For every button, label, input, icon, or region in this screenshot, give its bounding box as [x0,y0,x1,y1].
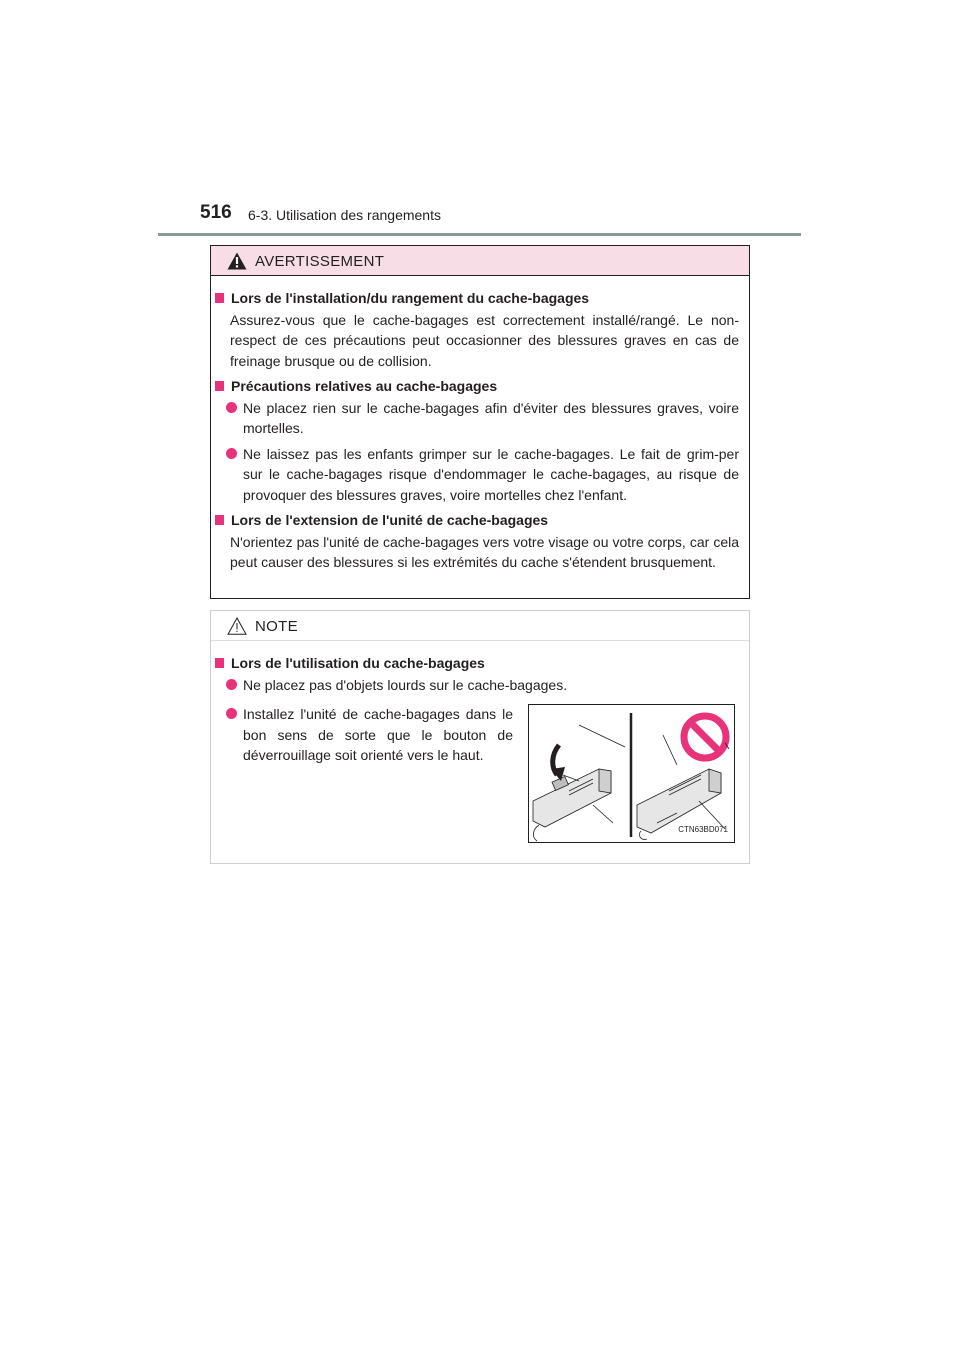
note-box [210,610,750,864]
pink-bullet-icon [226,679,237,690]
note-bullet-with-illustration [211,704,749,834]
pink-square-icon [215,293,224,303]
warning-bullet: Ne placez rien sur le cache-bagages afin d'éviter des blessures graves, voire mortelles. [211,398,749,439]
note-bullet: Installez l'unité de cache-bagages dans le bon sens de sorte que le bouton de déverrouillage soit orienté vers le haut. [211,704,523,766]
note-heading: Lors de l'utilisation du cache-bagages [213,653,749,674]
caution-triangle-icon [227,617,247,635]
warning-text-extension: N'orientez pas l'unité de cache-bagages vers votre visage ou votre corps, car cela peut causer des blessures si les extrémités du cache s'étendent brusquement. [230,533,739,570]
warning-triangle-icon [227,252,247,270]
page-header [200,202,800,234]
section-title: 6-3. Utilisation des rangements [248,207,441,223]
pink-bullet-icon [226,708,237,719]
warning-box [210,245,750,599]
warning-bullet: Ne laissez pas les enfants grimper sur le cache-bagages. Le fait de grim-per sur le cache-bagages risque d'endommager le cache-bagages, au risque de provoquer des blessures graves, voire mortelles chez l'enfant. [211,444,749,506]
warning-content [211,288,749,578]
cover-orientation-illustration [528,704,735,843]
note-bullet: Ne placez pas d'objets lourds sur le cache-bagages. [211,675,749,696]
page-number: 516 [200,202,232,223]
note-title: NOTE [255,618,298,635]
pink-bullet-icon [226,402,237,413]
pink-square-icon [215,381,224,391]
note-content [211,653,749,834]
header-rule [158,233,801,236]
illustration-code: CTN63BD071 [678,824,728,834]
warning-heading-precautions: Précautions relatives au cache-bagages [213,376,749,397]
warning-header [211,246,749,276]
pink-square-icon [215,658,224,668]
warning-heading-installation: Lors de l'installation/du rangement du cache-bagages [213,288,749,309]
note-header [211,611,749,641]
pink-square-icon [215,515,224,525]
warning-title: AVERTISSEMENT [255,253,385,270]
pink-bullet-icon [226,448,237,459]
warning-heading-extension: Lors de l'extension de l'unité de cache-bagages [213,510,749,531]
warning-text-installation: Assurez-vous que le cache-bagages est correctement installé/rangé. Le non-respect de ces précautions peut occasionner des blessures graves en cas de freinage brusque ou de collision. [230,311,739,369]
